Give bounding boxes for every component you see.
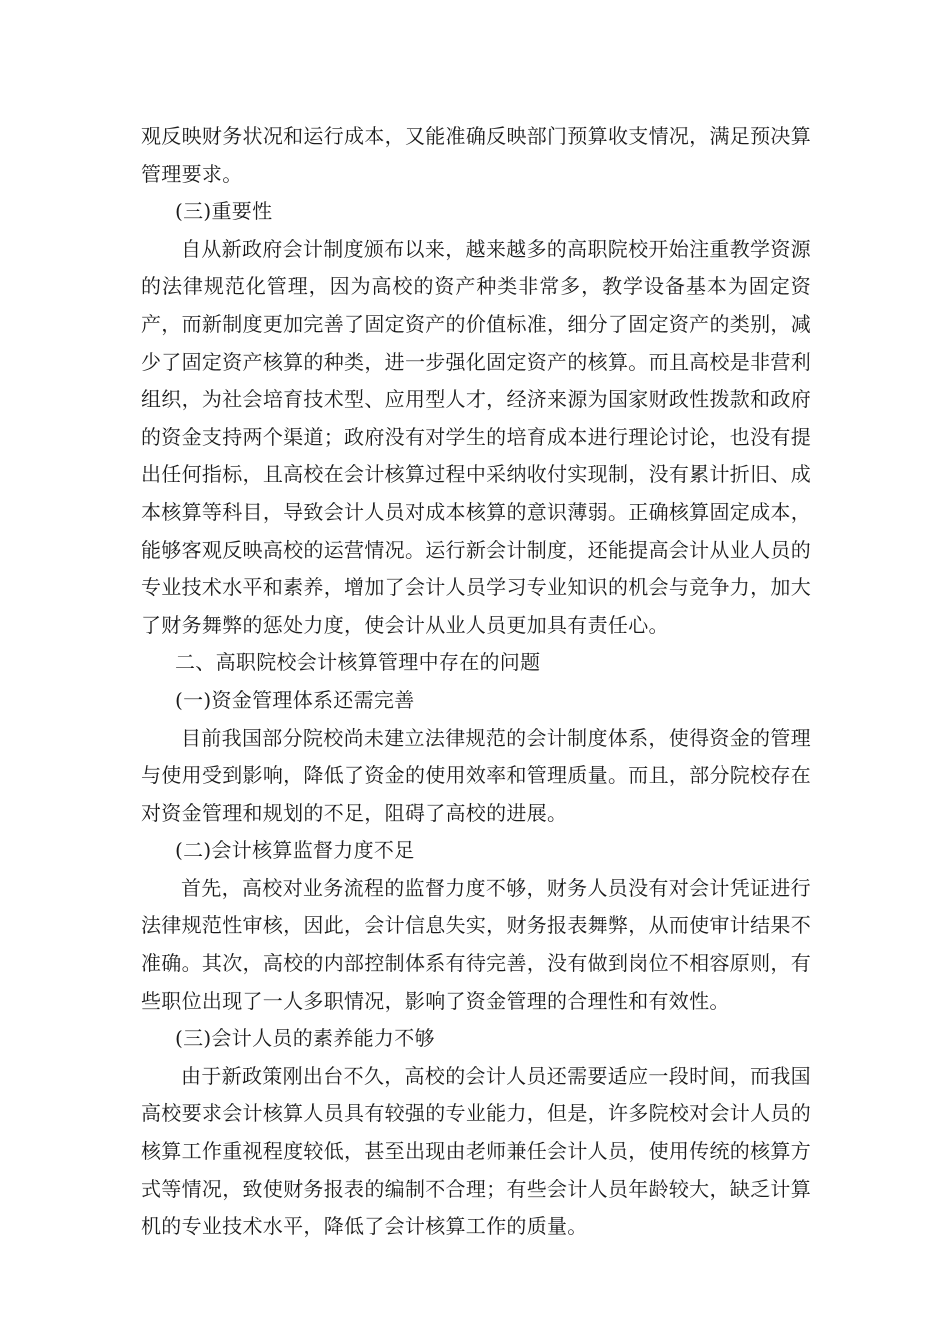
- section-heading-supervision: (二)会计核算监督力度不足: [175, 838, 415, 863]
- section-heading-staff-competence: (三)会计人员的素养能力不够: [175, 1026, 435, 1051]
- paragraph-continuation: 观反映财务状况和运行成本，又能准确反映部门预算收支情况，满足预决算管理要求。: [141, 124, 811, 186]
- section-heading-fund-management: (一)资金管理体系还需完善: [175, 687, 415, 712]
- paragraph-fund-management: 目前我国部分院校尚未建立法律规范的会计制度体系，使得资金的管理与使用受到影响，降低了资金的使用效率和管理质量。而且，部分院校存在对资金管理和规划的不足，阻碍了高校的进展。: [141, 725, 811, 825]
- paragraph-staff-competence: 由于新政策刚出台不久，高校的会计人员还需要适应一段时间，而我国高校要求会计核算人员具有较强的专业能力，但是，许多院校对会计人员的核算工作重视程度较低，甚至出现由老师兼任会计人员，使用传统的核算方式等情况，致使财务报表的编制不合理；有些会计人员年龄较大，缺乏计算机的专业技术水平，降低了会计核算工作的质量。: [141, 1063, 811, 1239]
- document-body: [141, 118, 811, 1246]
- paragraph-importance: 自从新政府会计制度颁布以来，越来越多的高职院校开始注重教学资源的法律规范化管理，因为高校的资产种类非常多，教学设备基本为固定资产，而新制度更加完善了固定资产的价值标准，细分了固定资产的类别，减少了固定资产核算的种类，进一步强化固定资产的核算。而且高校是非营利组织，为社会培育技术型、应用型人才，经济来源为国家财政性拨款和政府的资金支持两个渠道；政府没有对学生的培育成本进行理论讨论，也没有提出任何指标，且高校在会计核算过程中采纳收付实现制，没有累计折旧、成本核算等科目，导致会计人员对成本核算的意识薄弱。正确核算固定成本，能够客观反映高校的运营情况。运行新会计制度，还能提高会计从业人员的专业技术水平和素养，增加了会计人员学习专业知识的机会与竞争力，加大了财务舞弊的惩处力度，使会计从业人员更加具有责任心。: [141, 236, 811, 637]
- paragraph-supervision: 首先，高校对业务流程的监督力度不够，财务人员没有对会计凭证进行法律规范性审核，因此，会计信息失实，财务报表舞弊，从而使审计结果不准确。其次，高校的内部控制体系有待完善，没有做到岗位不相容原则，有些职位出现了一人多职情况，影响了资金管理的合理性和有效性。: [141, 875, 811, 1013]
- section-heading-importance: (三)重要性: [175, 199, 273, 224]
- chapter-heading-problems: 二、高职院校会计核算管理中存在的问题: [175, 650, 541, 675]
